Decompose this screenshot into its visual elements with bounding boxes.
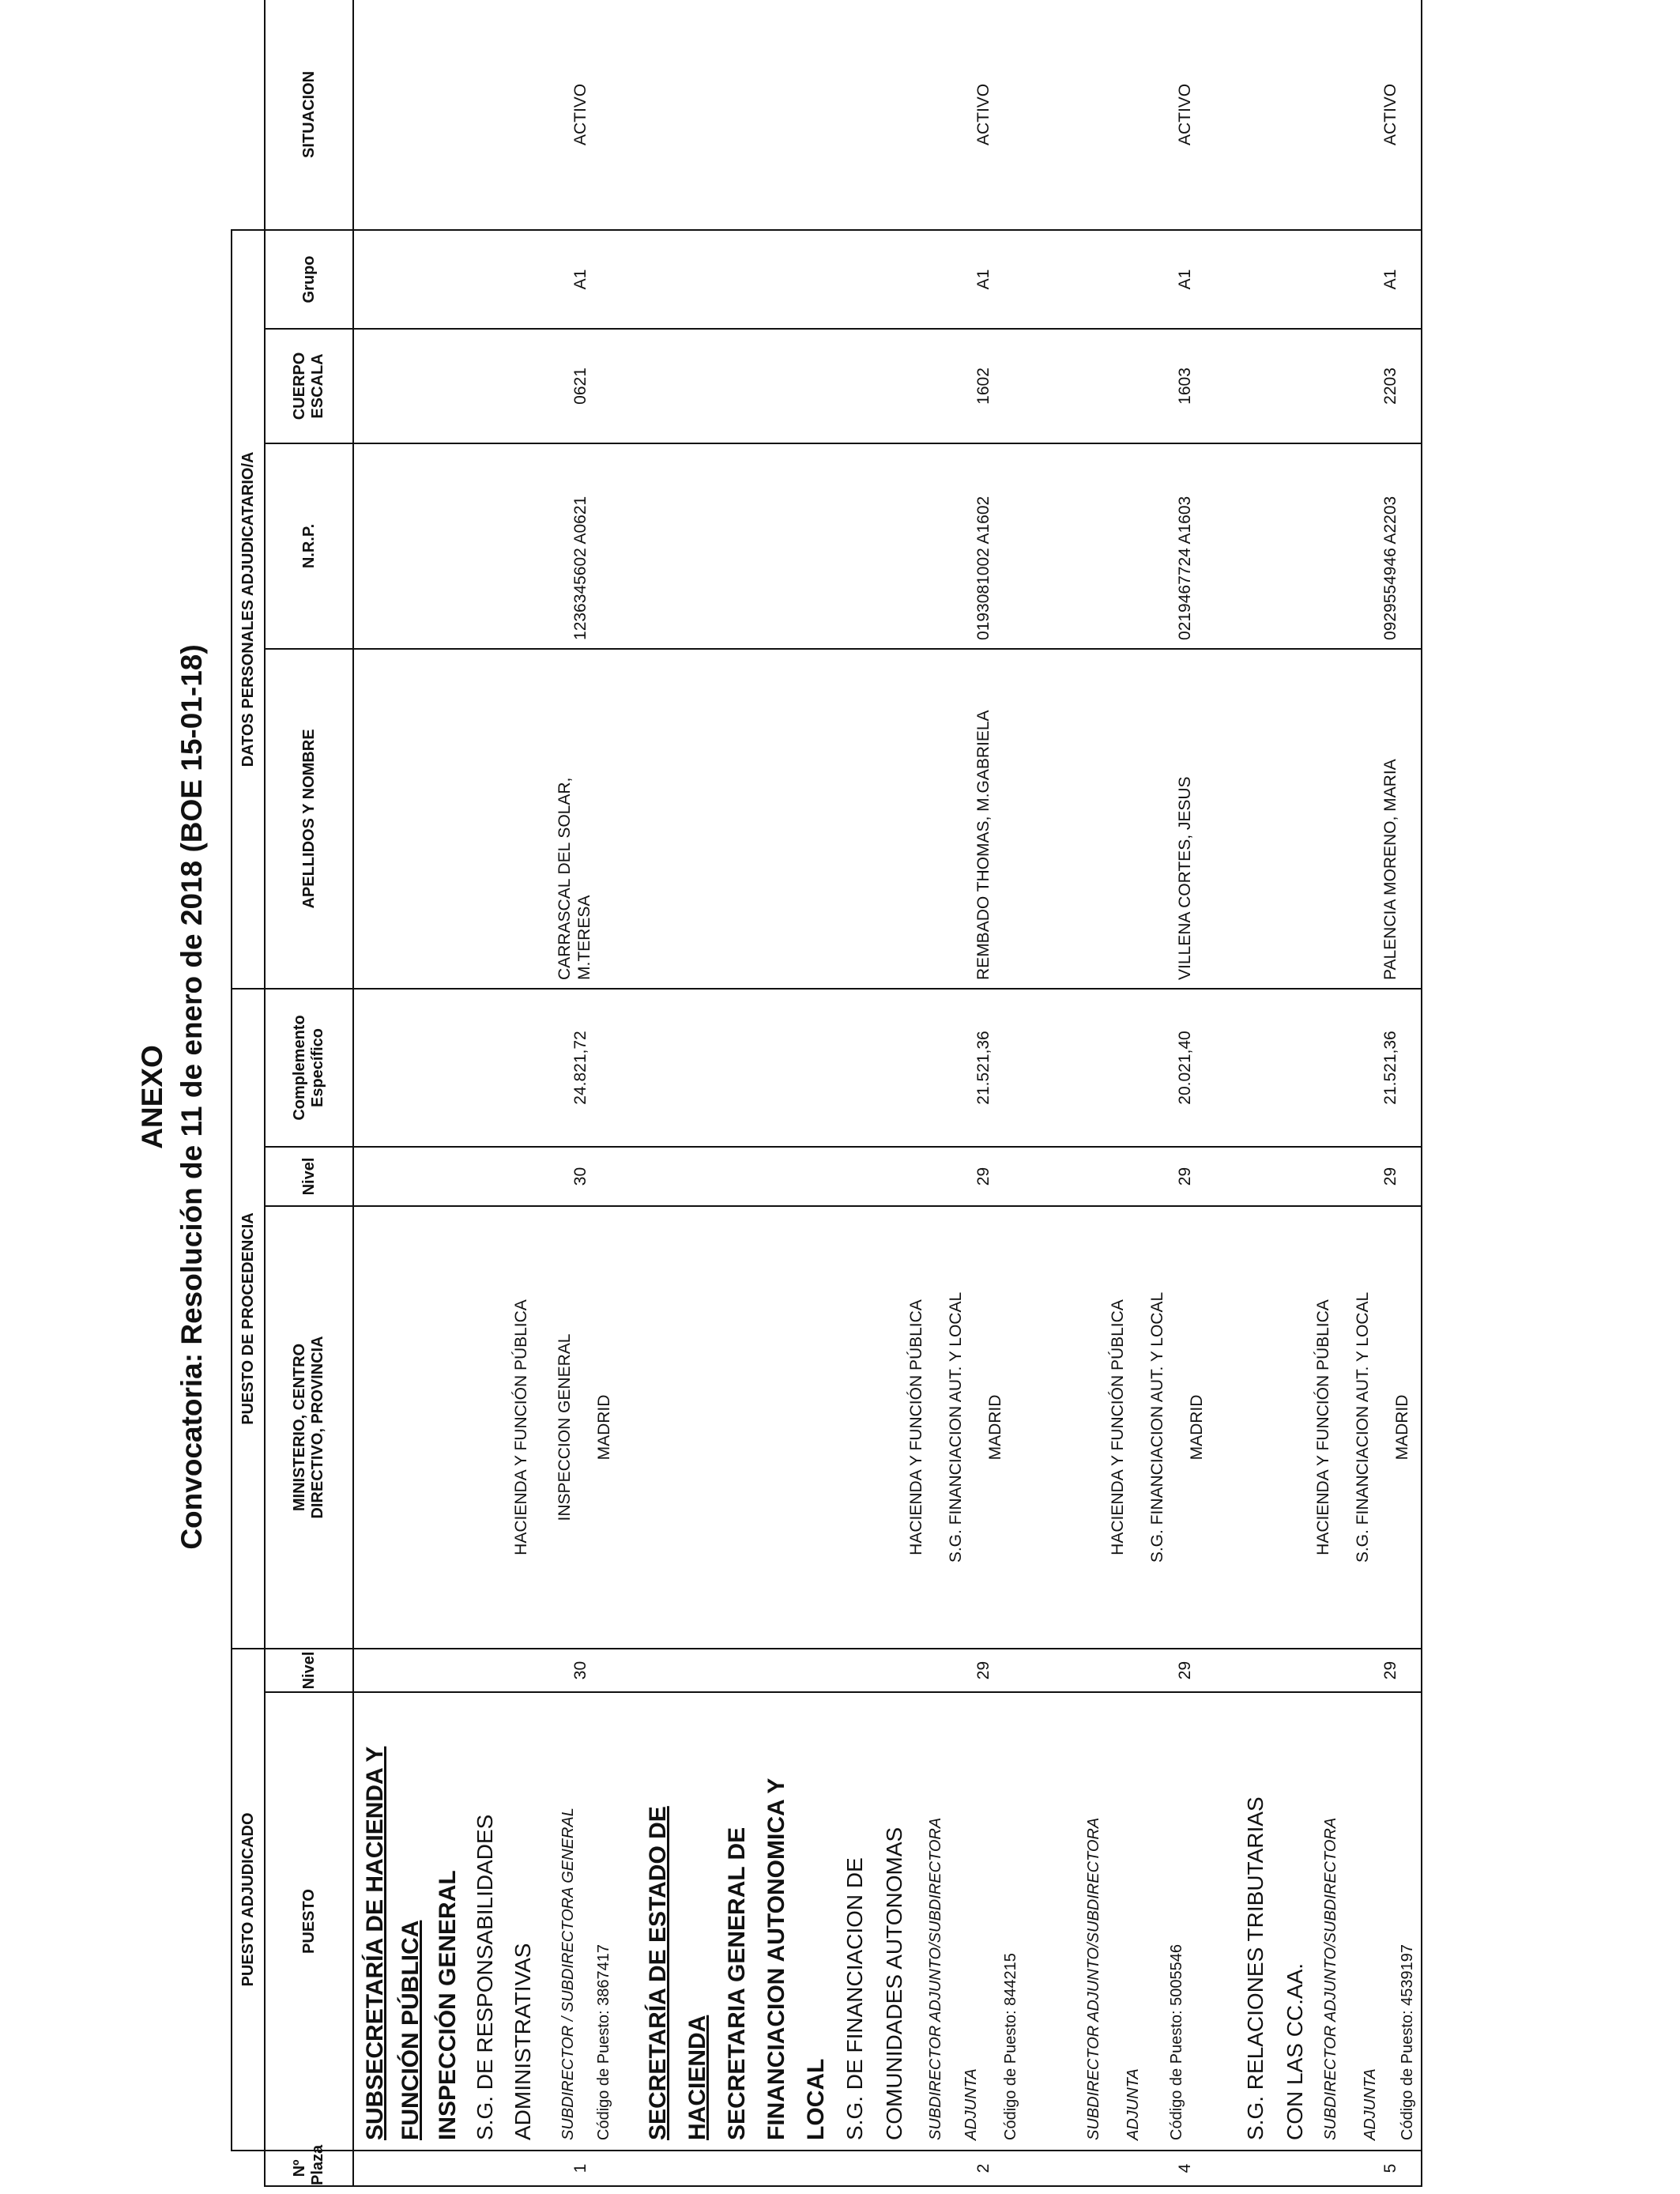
complemento-5: 21.521,36: [1381, 1031, 1399, 1105]
nombre-4: VILLENA CORTES, JESUS: [1176, 776, 1194, 980]
sg-financiacion-ccaa: S.G. DE FINANCIACION DE: [842, 1857, 867, 2140]
nrp-cell: [353, 443, 1422, 649]
group-datos-personales: DATOS PERSONALES ADJUDICATARIO/A: [232, 230, 265, 989]
col-cuerpo: CUERPO ESCALA: [265, 329, 353, 443]
nivel-procedencia-cell: [353, 1147, 1422, 1206]
section-secretaria-estado: SECRETARÍA DE ESTADO DE: [645, 1806, 671, 2140]
col-situacion: SITUACION: [265, 0, 353, 230]
plaza-1: 1: [571, 2163, 590, 2173]
ministerio-5: HACIENDA Y FUNCIÓN PÚBLICA: [1314, 1299, 1332, 1555]
provincia-4: MADRID: [1188, 1394, 1206, 1461]
group-puesto-procedencia: PUESTO DE PROCEDENCIA: [232, 989, 265, 1649]
ministerio-1: HACIENDA Y FUNCIÓN PÚBLICA: [512, 1299, 530, 1555]
nombre-1-b: M.TERESA: [575, 895, 593, 980]
grupo-5: A1: [1381, 269, 1399, 290]
complemento-1: 24.821,72: [571, 1031, 590, 1105]
cuerpo-1: 0621: [571, 368, 590, 405]
provincia-1: MADRID: [595, 1394, 613, 1461]
apellidos-cell: [353, 649, 1422, 989]
ministerio-cell: [353, 1206, 1422, 1649]
col-ministerio: MINISTERIO, CENTRO DIRECTIVO, PROVINCIA: [265, 1206, 353, 1649]
nivel-proc-5: 29: [1381, 1167, 1399, 1186]
cuerpo-2: 1602: [974, 368, 993, 405]
inspeccion-general: INSPECCIÓN GENERAL: [435, 1870, 461, 2140]
page-title: ANEXO: [136, 1045, 168, 1149]
plaza-2: 2: [974, 2163, 993, 2173]
ministerio-2: HACIENDA Y FUNCIÓN PÚBLICA: [907, 1299, 925, 1555]
puesto-5-title-b: ADJUNTA: [1362, 2068, 1379, 2140]
plaza-4: 4: [1176, 2163, 1194, 2173]
complemento-cell: [353, 989, 1422, 1147]
grupo-1: A1: [571, 269, 590, 290]
puesto-1-title: SUBDIRECTOR / SUBDIRECTORA GENERAL: [559, 1808, 577, 2140]
grupo-2: A1: [974, 269, 993, 290]
group-header-row: [232, 0, 265, 2186]
puesto-5-title: SUBDIRECTOR ADJUNTO/SUBDIRECTORA: [1322, 1817, 1339, 2140]
col-n-plaza: Nº Plaza: [265, 2151, 353, 2186]
plaza-cell: [353, 2151, 1422, 2186]
complemento-2: 21.521,36: [974, 1031, 993, 1105]
col-apellidos: APELLIDOS Y NOMBRE: [265, 649, 353, 989]
nivel-2: 29: [974, 1661, 993, 1680]
section-subsecretaria: SUBSECRETARÍA DE HACIENDA Y: [362, 1746, 388, 2140]
provincia-5: MADRID: [1393, 1394, 1411, 1461]
puesto-2-code: Código de Puesto: 844215: [1002, 1953, 1019, 2140]
nivel-1: 30: [571, 1661, 590, 1680]
centro-4: S.G. FINANCIACION AUT. Y LOCAL: [1148, 1291, 1166, 1563]
nombre-5: PALENCIA MORENO, MARIA: [1381, 759, 1399, 980]
cuerpo-cell: [353, 329, 1422, 443]
nrp-4: 0219467724 A1603: [1176, 496, 1194, 640]
puesto-5-code: Código de Puesto: 4539197: [1399, 1944, 1416, 2140]
provincia-2: MADRID: [986, 1394, 1004, 1461]
nivel-proc-4: 29: [1176, 1167, 1194, 1186]
situacion-4: ACTIVO: [1176, 83, 1194, 146]
situacion-1: ACTIVO: [571, 83, 590, 146]
situacion-5: ACTIVO: [1381, 83, 1399, 146]
sg-financiacion-autonomica-c: LOCAL: [803, 2058, 829, 2140]
puesto-2-title-b: ADJUNTA: [962, 2068, 980, 2140]
sg-relaciones-tributarias-b: CON LAS CC.AA.: [1283, 1962, 1307, 2140]
puesto-1-code: Código de Puesto: 3867417: [595, 1944, 612, 2140]
complemento-4: 20.021,40: [1176, 1031, 1194, 1105]
puesto-4-title: SUBDIRECTOR ADJUNTO/SUBDIRECTORA: [1085, 1817, 1102, 2140]
centro-1: INSPECCION GENERAL: [556, 1333, 574, 1521]
puesto-2-title: SUBDIRECTOR ADJUNTO/SUBDIRECTORA: [927, 1817, 944, 2140]
nivel-proc-2: 29: [974, 1167, 993, 1186]
col-complemento: Complemento Específico: [265, 989, 353, 1147]
nrp-5: 0929554946 A2203: [1381, 496, 1399, 640]
column-header-row: [265, 0, 353, 2186]
plaza-5: 5: [1381, 2163, 1399, 2173]
situacion-cell: [353, 0, 1422, 230]
puesto-4-code: Código de Puesto: 5005546: [1168, 1944, 1185, 2140]
section-subsecretaria-b: FUNCIÓN PÚBLICA: [397, 1920, 424, 2140]
puesto-cell: [353, 1692, 1422, 2151]
col-nrp: N.R.P.: [265, 443, 353, 649]
group-puesto-adjudicado: PUESTO ADJUDICADO: [232, 1649, 265, 2151]
col-grupo: Grupo: [265, 230, 353, 329]
sg-relaciones-tributarias: S.G. RELACIONES TRIBUTARIAS: [1243, 1796, 1268, 2140]
anexo-table: [231, 0, 1422, 2187]
nivel-proc-1: 30: [571, 1167, 590, 1186]
nombre-2: REMBADO THOMAS, M.GABRIELA: [974, 710, 993, 980]
sg-financiacion-ccaa-b: COMUNIDADES AUTONOMAS: [882, 1826, 906, 2140]
sg-responsabilidades: S.G. DE RESPONSABILIDADES: [473, 1814, 497, 2140]
cuerpo-5: 2203: [1381, 368, 1399, 405]
col-puesto: PUESTO: [265, 1692, 353, 2151]
grupo-4: A1: [1176, 269, 1194, 290]
sg-responsabilidades-b: ADMINISTRATIVAS: [510, 1943, 535, 2140]
puesto-4-title-b: ADJUNTA: [1124, 2068, 1142, 2140]
col-nivel-procedencia: Nivel: [265, 1147, 353, 1206]
centro-5: S.G. FINANCIACION AUT. Y LOCAL: [1354, 1291, 1372, 1563]
section-secretaria-estado-b: HACIENDA: [684, 2015, 710, 2140]
table-body-row: [353, 0, 1422, 2186]
nivel-cell: [353, 1649, 1422, 1692]
sg-financiacion-autonomica: SECRETARIA GENERAL DE: [724, 1826, 750, 2140]
nrp-1: 1236345602 A0621: [571, 496, 590, 640]
nivel-4: 29: [1176, 1661, 1194, 1680]
nrp-2: 0193081002 A1602: [974, 496, 993, 640]
nivel-5: 29: [1381, 1661, 1399, 1680]
grupo-cell: [353, 230, 1422, 329]
sg-financiacion-autonomica-b: FINANCIACION AUTONOMICA Y: [763, 1777, 789, 2140]
centro-2: S.G. FINANCIACION AUT. Y LOCAL: [947, 1291, 965, 1563]
situacion-2: ACTIVO: [974, 83, 993, 146]
page-subtitle: Convocatoria: Resolución de 11 de enero de 2018 (BOE 15-01-18): [175, 644, 208, 1550]
col-nivel: Nivel: [265, 1649, 353, 1692]
nombre-1: CARRASCAL DEL SOLAR,: [556, 777, 574, 980]
ministerio-4: HACIENDA Y FUNCIÓN PÚBLICA: [1109, 1299, 1127, 1555]
cuerpo-4: 1603: [1176, 368, 1194, 405]
